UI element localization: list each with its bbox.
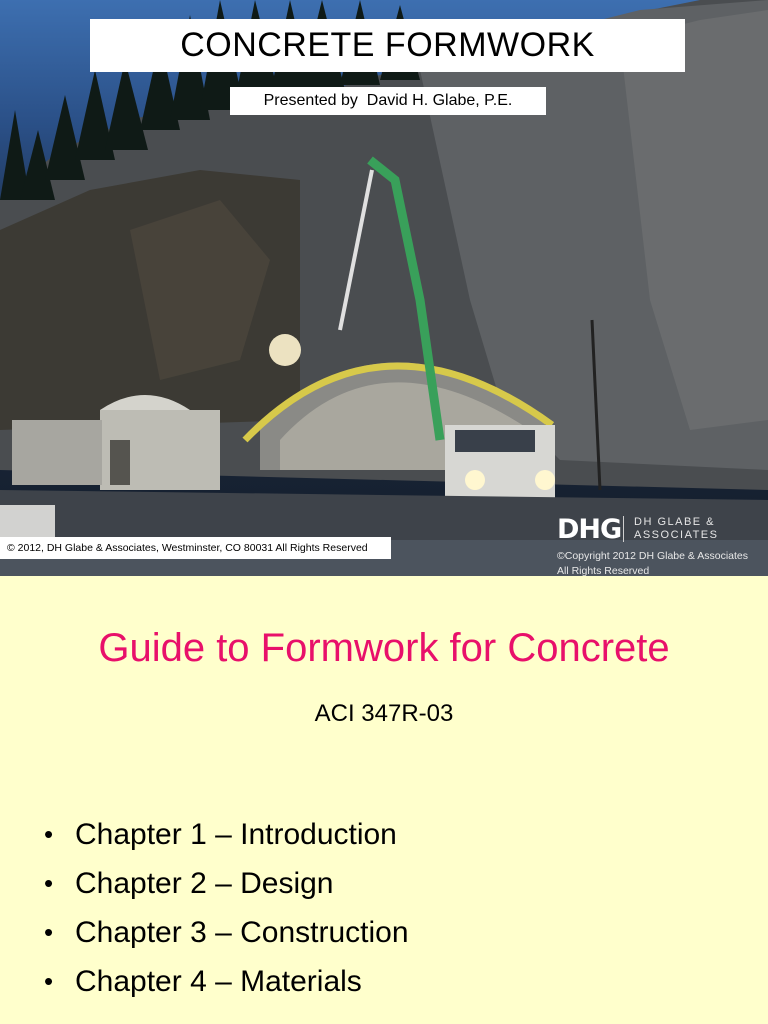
bullet-icon: • [44, 819, 54, 849]
slide-title-box [90, 19, 685, 72]
guide-title: Guide to Formwork for Concrete [98, 626, 670, 670]
photo-copyright-line2: All Rights Reserved [557, 565, 650, 576]
copyright-box [0, 537, 391, 559]
dhg-logo [557, 512, 757, 546]
guide-subtitle: ACI 347R-03 [314, 700, 454, 727]
chapter-label: Chapter 2 – Design [75, 866, 334, 900]
photo-copyright-line1: ©Copyright 2012 DH Glabe & Associates [557, 550, 748, 562]
bullet-icon: • [44, 966, 54, 996]
logo-company-name [623, 516, 718, 542]
copyright-text: © 2012, DH Glabe & Associates, Westminster, CO 80031 All Rights Reserved [7, 542, 368, 554]
logo-mark: DHG [557, 513, 622, 545]
slide-title: CONCRETE FORMWORK [180, 26, 595, 64]
chapter-label: Chapter 3 – Construction [75, 915, 409, 949]
list-item [44, 810, 409, 859]
bullet-icon: • [44, 917, 54, 947]
text-slide [0, 576, 768, 1024]
list-item [44, 908, 409, 957]
logo-name-line2: ASSOCIATES [634, 529, 719, 541]
chapter-label: Chapter 1 – Introduction [75, 817, 397, 851]
bullet-icon: • [44, 868, 54, 898]
chapter-list [44, 810, 409, 1006]
list-item [44, 957, 409, 1006]
list-item [44, 859, 409, 908]
photo-copyright [557, 549, 767, 576]
presenter-box [230, 87, 546, 115]
chapter-label: Chapter 4 – Materials [75, 964, 362, 998]
presenter-text: Presented by David H. Glabe, P.E. [263, 92, 513, 109]
logo-name-line1: DH GLABE & [634, 516, 716, 528]
